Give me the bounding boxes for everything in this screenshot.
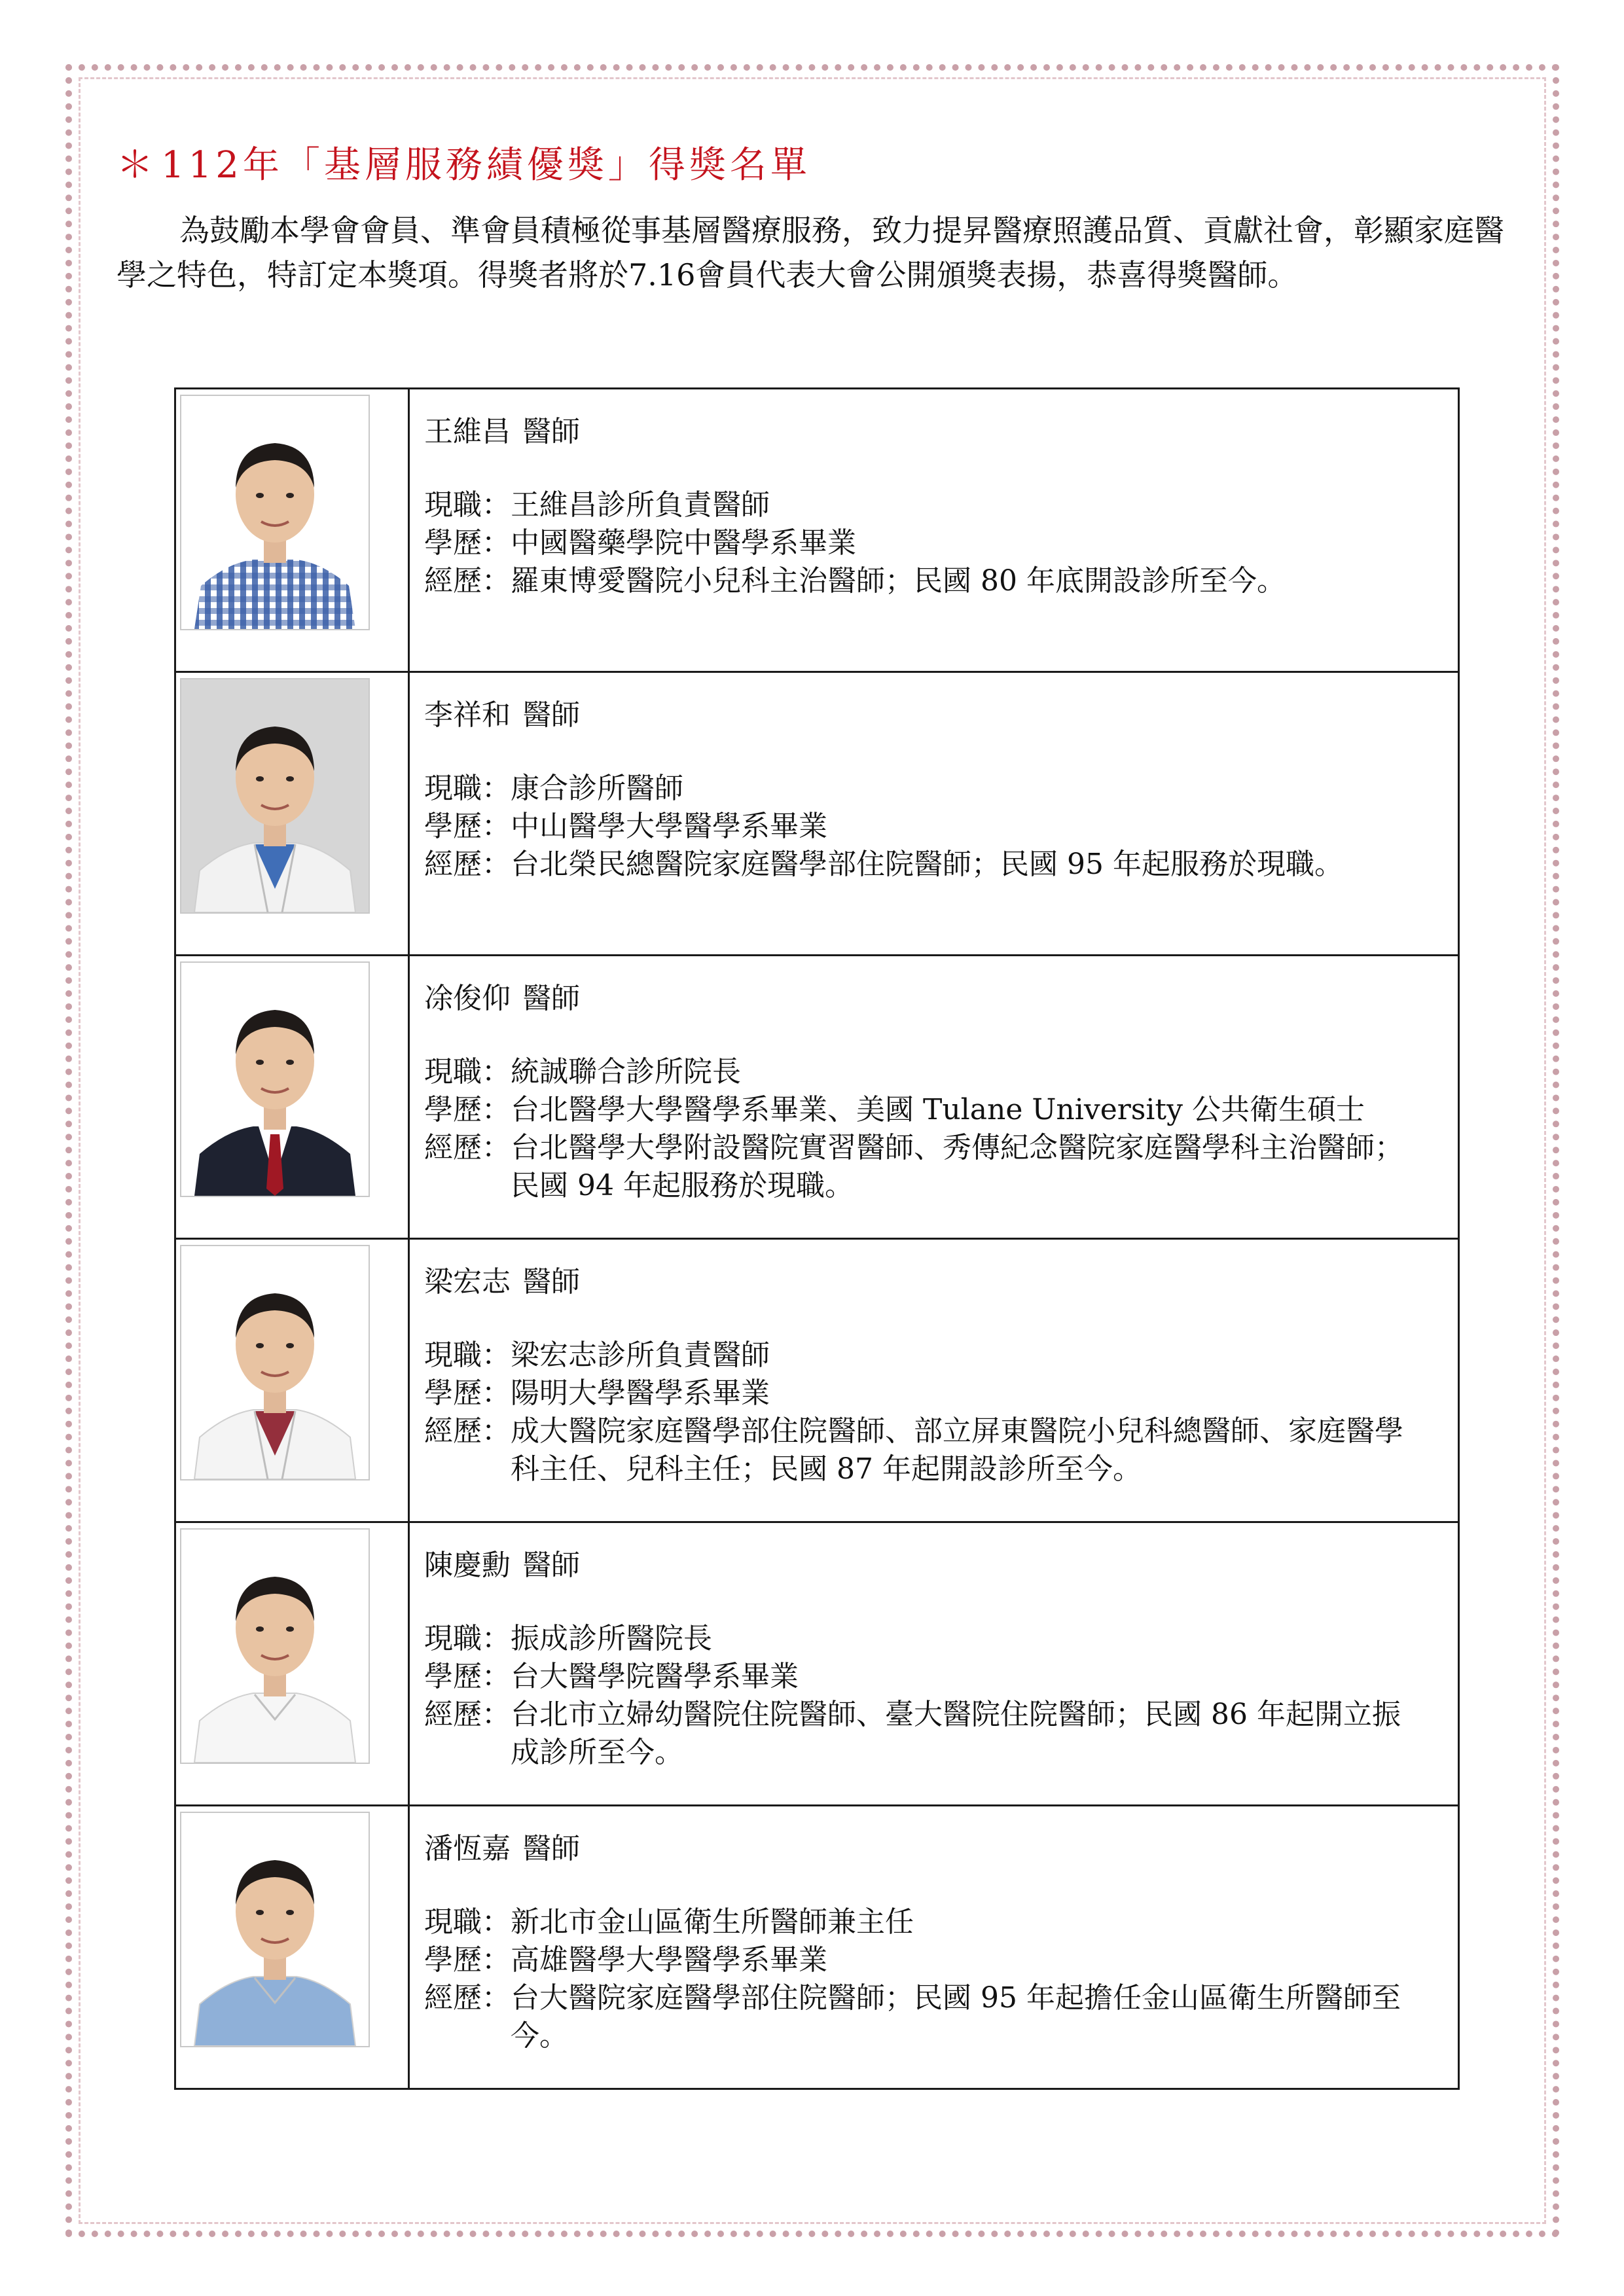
position-label: 現職： bbox=[424, 772, 511, 805]
awardee-table bbox=[174, 387, 1460, 2090]
education-value: 中山醫學大學醫學系畢業 bbox=[511, 810, 827, 843]
position-value: 王維昌診所負責醫師 bbox=[511, 488, 770, 522]
experience-value: 台北醫學大學附設醫院實習醫師、秀傳紀念醫院家庭醫學科主治醫師；民國 94 年起服務於現職。 bbox=[511, 1131, 1403, 1202]
awardee-name-line bbox=[424, 1547, 1445, 1585]
position-value: 康合診所醫師 bbox=[511, 772, 683, 805]
portrait-photo bbox=[180, 678, 370, 914]
education-line bbox=[424, 1941, 1445, 1979]
position-value: 新北市金山區衛生所醫師兼主任 bbox=[511, 1905, 914, 1939]
awardee-name: 陳慶勳 bbox=[424, 1549, 511, 1582]
awardee-row bbox=[175, 1806, 1459, 2089]
awardee-name: 凃俊仰 bbox=[424, 982, 511, 1015]
education-label: 學歷： bbox=[424, 810, 511, 843]
position-value: 梁宏志診所負責醫師 bbox=[511, 1338, 770, 1372]
awardee-row bbox=[175, 956, 1459, 1239]
info-cell bbox=[409, 672, 1459, 956]
experience-label: 經歷： bbox=[424, 564, 511, 598]
experience-line bbox=[424, 1696, 1445, 1772]
title-suffix: 醫師 bbox=[522, 1832, 580, 1865]
title-text: 112年「基層服務績優獎」得獎名單 bbox=[161, 144, 811, 187]
position-line bbox=[424, 770, 1445, 808]
photo-cell bbox=[175, 672, 409, 956]
portrait-photo bbox=[180, 1528, 370, 1764]
experience-value: 台大醫院家庭醫學部住院醫師；民國 95 年起擔任金山區衛生所醫師至今。 bbox=[511, 1981, 1401, 2053]
position-label: 現職： bbox=[424, 1905, 511, 1939]
experience-label: 經歷： bbox=[424, 1698, 511, 1731]
photo-cell bbox=[175, 389, 409, 672]
education-line bbox=[424, 1374, 1445, 1412]
experience-value: 羅東博愛醫院小兒科主治醫師；民國 80 年底開設診所至今。 bbox=[511, 564, 1286, 598]
info-cell bbox=[409, 1239, 1459, 1522]
experience-line bbox=[424, 1979, 1445, 2055]
position-label: 現職： bbox=[424, 1055, 511, 1088]
photo-cell bbox=[175, 1806, 409, 2089]
education-label: 學歷： bbox=[424, 1376, 511, 1410]
position-line bbox=[424, 1336, 1445, 1374]
education-label: 學歷： bbox=[424, 1943, 511, 1977]
title-suffix: 醫師 bbox=[522, 1549, 580, 1582]
education-value: 台大醫學院醫學系畢業 bbox=[511, 1660, 799, 1693]
experience-label: 經歷： bbox=[424, 1131, 511, 1164]
education-value: 陽明大學醫學系畢業 bbox=[511, 1376, 770, 1410]
experience-value: 成大醫院家庭醫學部住院醫師、部立屏東醫院小兒科總醫師、家庭醫學科主任、兒科主任；民國 87 年起開設診所至今。 bbox=[511, 1414, 1403, 1486]
position-line bbox=[424, 486, 1445, 524]
education-label: 學歷： bbox=[424, 1093, 511, 1126]
experience-line bbox=[424, 846, 1445, 884]
position-line bbox=[424, 1903, 1445, 1941]
awardee-name: 李祥和 bbox=[424, 698, 511, 732]
info-cell bbox=[409, 1806, 1459, 2089]
experience-line bbox=[424, 562, 1445, 600]
info-cell bbox=[409, 389, 1459, 672]
title-suffix: 醫師 bbox=[522, 982, 580, 1015]
photo-cell bbox=[175, 1239, 409, 1522]
photo-cell bbox=[175, 1522, 409, 1806]
awardee-name-line bbox=[424, 1830, 1445, 1868]
position-label: 現職： bbox=[424, 488, 511, 522]
position-line bbox=[424, 1620, 1445, 1658]
awardee-name-line bbox=[424, 980, 1445, 1018]
experience-label: 經歷： bbox=[424, 848, 511, 881]
experience-value: 台北榮民總醫院家庭醫學部住院醫師；民國 95 年起服務於現職。 bbox=[511, 848, 1343, 881]
page-title bbox=[117, 136, 811, 188]
portrait-photo bbox=[180, 1245, 370, 1480]
photo-cell bbox=[175, 956, 409, 1239]
education-value: 中國醫藥學院中醫學系畢業 bbox=[511, 526, 856, 560]
education-line bbox=[424, 1091, 1445, 1129]
awardee-name: 王維昌 bbox=[424, 415, 511, 448]
awardee-name-line bbox=[424, 696, 1445, 734]
position-value: 振成診所醫院長 bbox=[511, 1622, 712, 1655]
education-line bbox=[424, 808, 1445, 846]
info-cell bbox=[409, 1522, 1459, 1806]
education-line bbox=[424, 524, 1445, 562]
awardee-row bbox=[175, 1522, 1459, 1806]
experience-line bbox=[424, 1412, 1445, 1488]
awardee-name: 梁宏志 bbox=[424, 1265, 511, 1299]
awardee-row bbox=[175, 672, 1459, 956]
awardee-name-line bbox=[424, 1263, 1445, 1301]
awardee-row bbox=[175, 1239, 1459, 1522]
awardee-name-line bbox=[424, 413, 1445, 451]
portrait-photo bbox=[180, 961, 370, 1197]
position-label: 現職： bbox=[424, 1622, 511, 1655]
experience-label: 經歷： bbox=[424, 1981, 511, 2015]
info-cell bbox=[409, 956, 1459, 1239]
title-suffix: 醫師 bbox=[522, 415, 580, 448]
position-value: 統誠聯合診所院長 bbox=[511, 1055, 741, 1088]
experience-line bbox=[424, 1129, 1445, 1205]
intro-paragraph: 為鼓勵本學會會員、準會員積極從事基層醫療服務，致力提昇醫療照護品質、貢獻社會，彰顯家庭醫學之特色，特訂定本獎項。得獎者將於7.16會員代表大會公開頒獎表揚，恭喜得獎醫師。 bbox=[117, 213, 1504, 293]
position-line bbox=[424, 1053, 1445, 1091]
education-value: 高雄醫學大學醫學系畢業 bbox=[511, 1943, 827, 1977]
title-suffix: 醫師 bbox=[522, 698, 580, 732]
portrait-photo bbox=[180, 1812, 370, 2047]
education-line bbox=[424, 1658, 1445, 1696]
title-suffix: 醫師 bbox=[522, 1265, 580, 1299]
portrait-photo bbox=[180, 395, 370, 630]
education-label: 學歷： bbox=[424, 1660, 511, 1693]
education-value: 台北醫學大學醫學系畢業、美國 Tulane University 公共衛生碩士 bbox=[511, 1093, 1365, 1126]
awardee-name: 潘恆嘉 bbox=[424, 1832, 511, 1865]
position-label: 現職： bbox=[424, 1338, 511, 1372]
experience-value: 台北市立婦幼醫院住院醫師、臺大醫院住院醫師；民國 86 年起開立振成診所至今。 bbox=[511, 1698, 1401, 1769]
title-star: ＊ bbox=[117, 144, 157, 187]
education-label: 學歷： bbox=[424, 526, 511, 560]
experience-label: 經歷： bbox=[424, 1414, 511, 1448]
awardee-row bbox=[175, 389, 1459, 672]
